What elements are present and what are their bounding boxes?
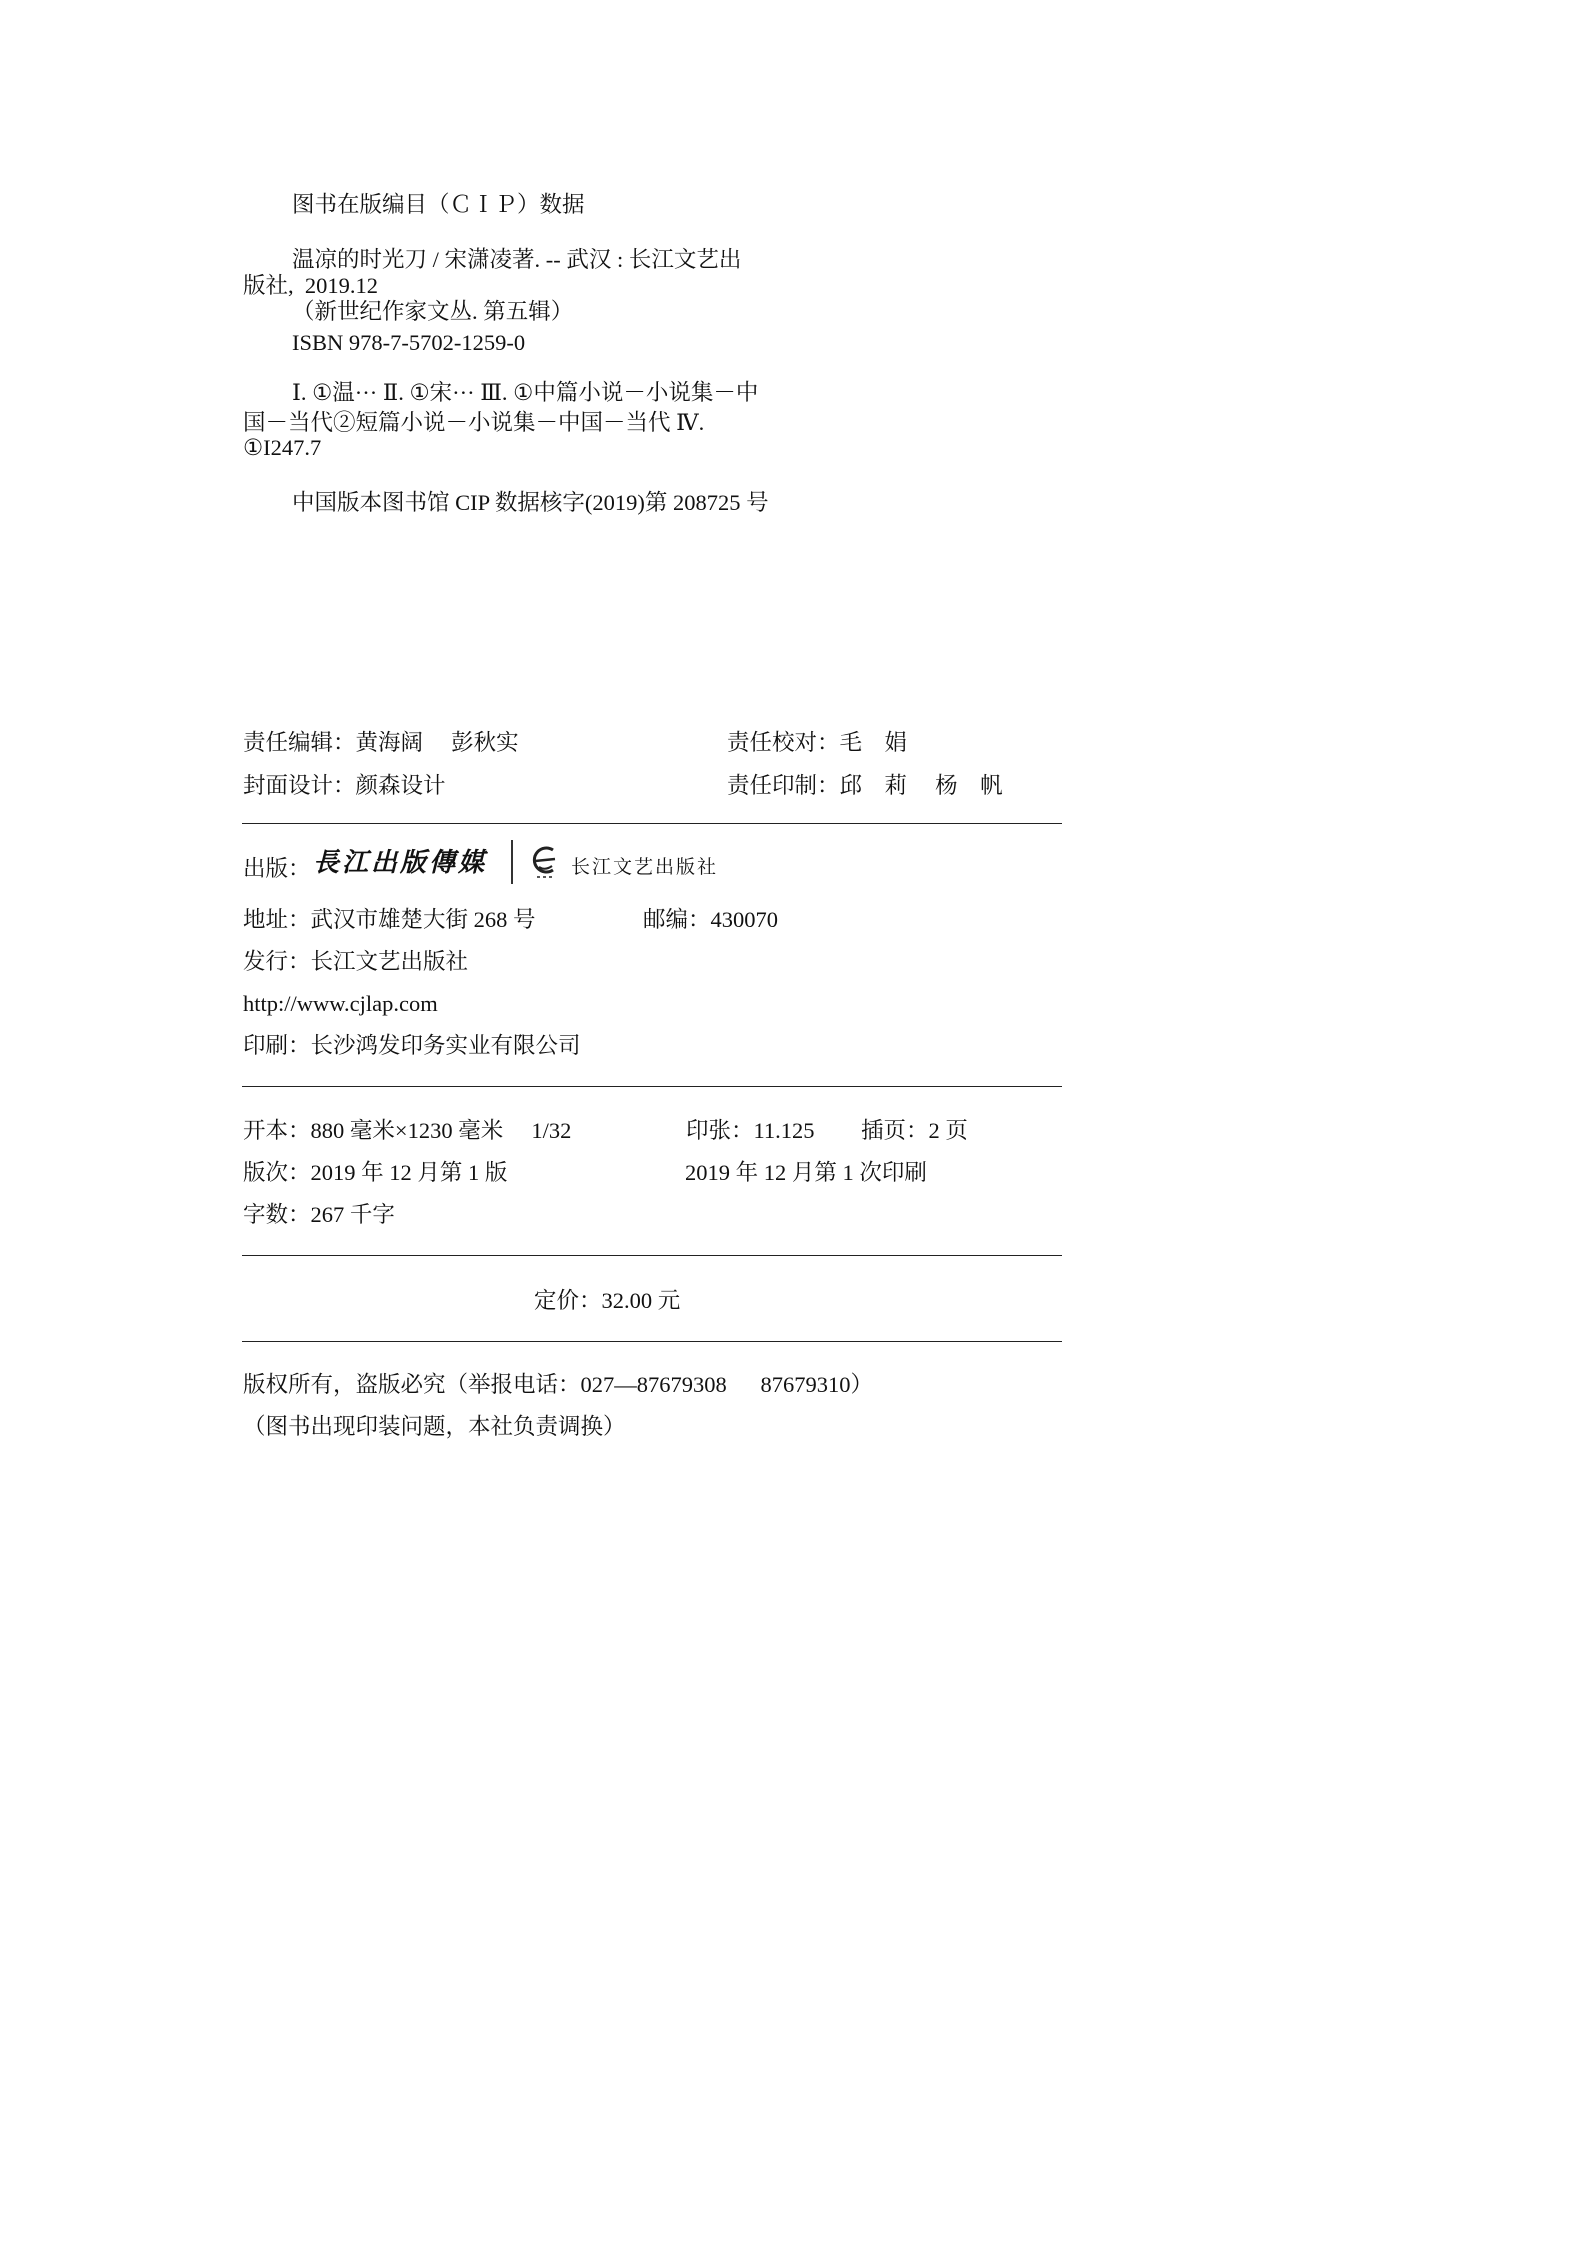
cip-number: 中国版本图书馆 CIP 数据核字(2019)第 208725 号 <box>292 490 769 515</box>
copyright-notice: 版权所有，盗版必究（举报电话：027—87679308 87679310） <box>243 1372 874 1397</box>
book-format: 开本：880 毫米×1230 毫米 1/32 <box>243 1118 572 1143</box>
publisher-logo <box>313 840 733 884</box>
quality-notice: （图书出现印装问题，本社负责调换） <box>243 1414 626 1439</box>
plate-pages: 插页：2 页 <box>861 1118 968 1143</box>
divider-1 <box>242 823 1062 824</box>
logo-divider <box>511 840 513 884</box>
cip-series: （新世纪作家文丛. 第五辑） <box>292 299 574 324</box>
printer: 印刷：长沙鸿发印务实业有限公司 <box>243 1033 581 1058</box>
cip-entry-line-2: 版社, 2019.12 <box>243 273 379 298</box>
publisher-postcode: 邮编：430070 <box>643 907 779 932</box>
edition: 版次：2019 年 12 月第 1 版 <box>243 1160 508 1185</box>
printing-supervisor: 责任印制：邱 莉 杨 帆 <box>727 773 1003 798</box>
cip-heading: 图书在版编目（ＣＩＰ）数据 <box>292 192 585 217</box>
distributor: 发行：长江文艺出版社 <box>243 949 469 974</box>
publisher-logo-script: 長江出版傳媒 <box>313 848 488 878</box>
cip-subject-line-2: 国－当代②短篇小说－小说集－中国－当代 Ⅳ. <box>243 410 705 435</box>
publisher-address: 地址：武汉市雄楚大街 268 号 <box>243 907 536 932</box>
printing-date: 2019 年 12 月第 1 次印刷 <box>685 1160 927 1185</box>
responsible-proofreader: 责任校对：毛 娟 <box>727 730 908 755</box>
cip-subject-line-1: Ⅰ. ①温··· Ⅱ. ①宋··· Ⅲ. ①中篇小说－小说集－中 <box>292 380 759 405</box>
cip-entry-line-1: 温凉的时光刀 / 宋潇凌著. -- 武汉 : 长江文艺出 <box>292 247 742 272</box>
cip-isbn: ISBN 978-7-5702-1259-0 <box>292 330 526 355</box>
responsible-editor: 责任编辑：黄海阔 彭秋实 <box>243 730 519 755</box>
divider-3 <box>242 1255 1062 1256</box>
publisher-logo-text: 长江文艺出版社 <box>571 857 719 878</box>
publisher-label: 出版： <box>243 856 311 881</box>
cover-design: 封面设计：颜森设计 <box>243 773 446 798</box>
divider-4 <box>242 1341 1062 1342</box>
word-count: 字数：267 千字 <box>243 1202 395 1227</box>
printed-sheets: 印张：11.125 <box>686 1118 815 1143</box>
price: 定价：32.00 元 <box>534 1288 681 1313</box>
cip-subject-line-3: ①I247.7 <box>243 435 322 460</box>
divider-2 <box>242 1086 1062 1087</box>
publisher-emblem-icon <box>525 840 565 884</box>
publisher-url[interactable]: http://www.cjlap.com <box>243 991 438 1016</box>
